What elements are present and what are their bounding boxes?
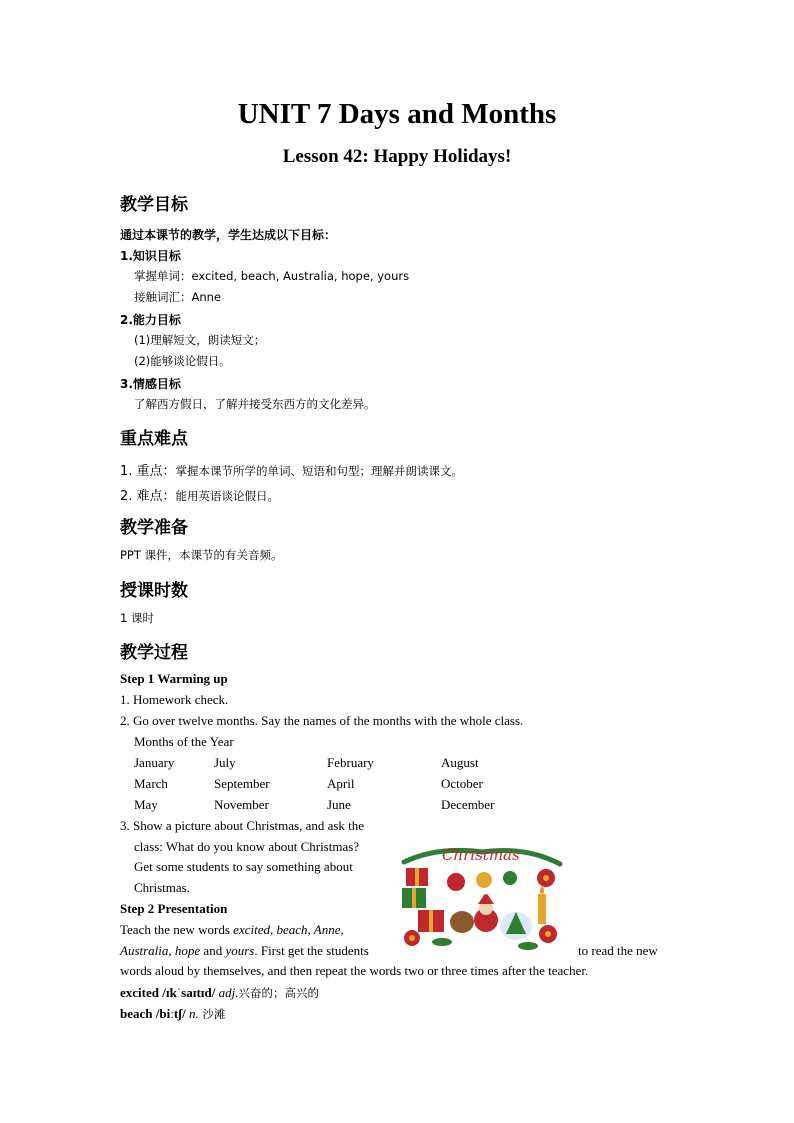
time-heading: 授课时数 — [120, 581, 188, 601]
step1-title: Step 1 Warming up — [120, 671, 228, 686]
step2-line2-and: and — [200, 943, 226, 958]
step1-item-3-line3: Get some students to say something about — [134, 859, 353, 874]
step1-item-3-line1: 3. Show a picture about Christmas, and ask the — [120, 818, 365, 833]
month-cell: November — [214, 797, 269, 812]
month-cell: July — [214, 755, 236, 770]
vocab-excited-word: excited /ɪkˈsaɪtɪd/ — [120, 985, 219, 1000]
time-text: 1 课时 — [120, 611, 154, 625]
step2-line2-right: to read the new — [578, 943, 658, 958]
step2-title: Step 2 Presentation — [120, 901, 228, 916]
prep-text: PPT 课件，本课节的有关音频。 — [120, 548, 283, 562]
step2-line3: words aloud by themselves, and then repeat the words two or three times after the teacher. — [120, 963, 589, 978]
page-title: UNIT 7 Days and Months — [237, 98, 557, 130]
key-point-2 — [120, 485, 279, 505]
month-cell: January — [134, 755, 175, 770]
vocab-beach-word: beach /biːtʃ/ — [120, 1006, 189, 1021]
month-cell: April — [327, 776, 355, 791]
knowledge-title: 1.知识目标 — [120, 249, 181, 263]
month-cell: May — [134, 797, 158, 812]
emotion-title: 3.情感目标 — [120, 377, 181, 391]
step2-line1 — [120, 922, 344, 938]
vocab-beach-pos: n. — [188, 1006, 199, 1021]
month-cell: September — [214, 776, 270, 791]
vocab-beach — [120, 1006, 225, 1022]
step2-line2-words1: Australia, hope — [120, 943, 201, 958]
prep-heading: 教学准备 — [120, 518, 188, 538]
step2-line1-text: Teach the new words — [120, 922, 234, 937]
key-point-1-text: 掌握本课节所学的单词、短语和句型；理解并朗读课文。 — [175, 464, 464, 478]
christmas-label: Christmas — [442, 846, 520, 864]
emotion-item-1: 了解西方假日，了解并接受东西方的文化差异。 — [134, 397, 376, 411]
month-cell: December — [441, 797, 495, 812]
step1-item-3-line4: Christmas. — [134, 880, 190, 895]
christmas-picture — [398, 842, 566, 952]
month-cell: February — [327, 755, 374, 770]
ability-title: 2.能力目标 — [120, 313, 181, 327]
goals-intro: 通过本课节的教学，学生达成以下目标： — [120, 228, 337, 242]
step2-line1-words: excited, beach, Anne, — [233, 922, 344, 937]
step1-item-2: 2. Go over twelve months. Say the names of the months with the whole class. — [120, 713, 524, 728]
month-cell: March — [134, 776, 168, 791]
vocab-excited-pos: adj. — [218, 985, 239, 1000]
knowledge-contact: 接触词汇：Anne — [134, 290, 222, 304]
step2-line2-text: . First get the students — [254, 943, 369, 958]
lesson-subtitle: Lesson 42: Happy Holidays! — [282, 146, 512, 167]
vocab-beach-meaning: 沙滩 — [198, 1007, 226, 1021]
knowledge-master: 掌握单词：excited, beach, Australia, hope, yours — [134, 269, 410, 283]
key-points-heading: 重点难点 — [120, 429, 188, 449]
step1-item-1: 1. Homework check. — [120, 692, 229, 707]
month-cell: October — [441, 776, 483, 791]
step1-item-3-line2: class: What do you know about Christmas? — [134, 839, 360, 854]
ability-item-1: (1)理解短文，朗读短文； — [134, 333, 266, 347]
month-cell: June — [327, 797, 351, 812]
key-point-2-label: 2. 难点： — [120, 489, 176, 504]
step2-line2-words2: yours — [225, 943, 255, 958]
months-title: Months of the Year — [134, 734, 234, 749]
process-heading: 教学过程 — [120, 643, 188, 663]
month-cell: August — [441, 755, 479, 770]
key-point-1-label: 1. 重点： — [120, 464, 176, 479]
goals-heading: 教学目标 — [120, 195, 188, 215]
vocab-excited-meaning: 兴奋的；高兴的 — [238, 986, 319, 1000]
key-point-2-text: 能用英语谈论假日。 — [175, 489, 280, 503]
vocab-excited — [120, 985, 319, 1001]
step2-line2 — [120, 943, 369, 959]
ability-item-2: (2)能够谈论假日。 — [134, 354, 231, 368]
key-point-1 — [120, 460, 463, 480]
